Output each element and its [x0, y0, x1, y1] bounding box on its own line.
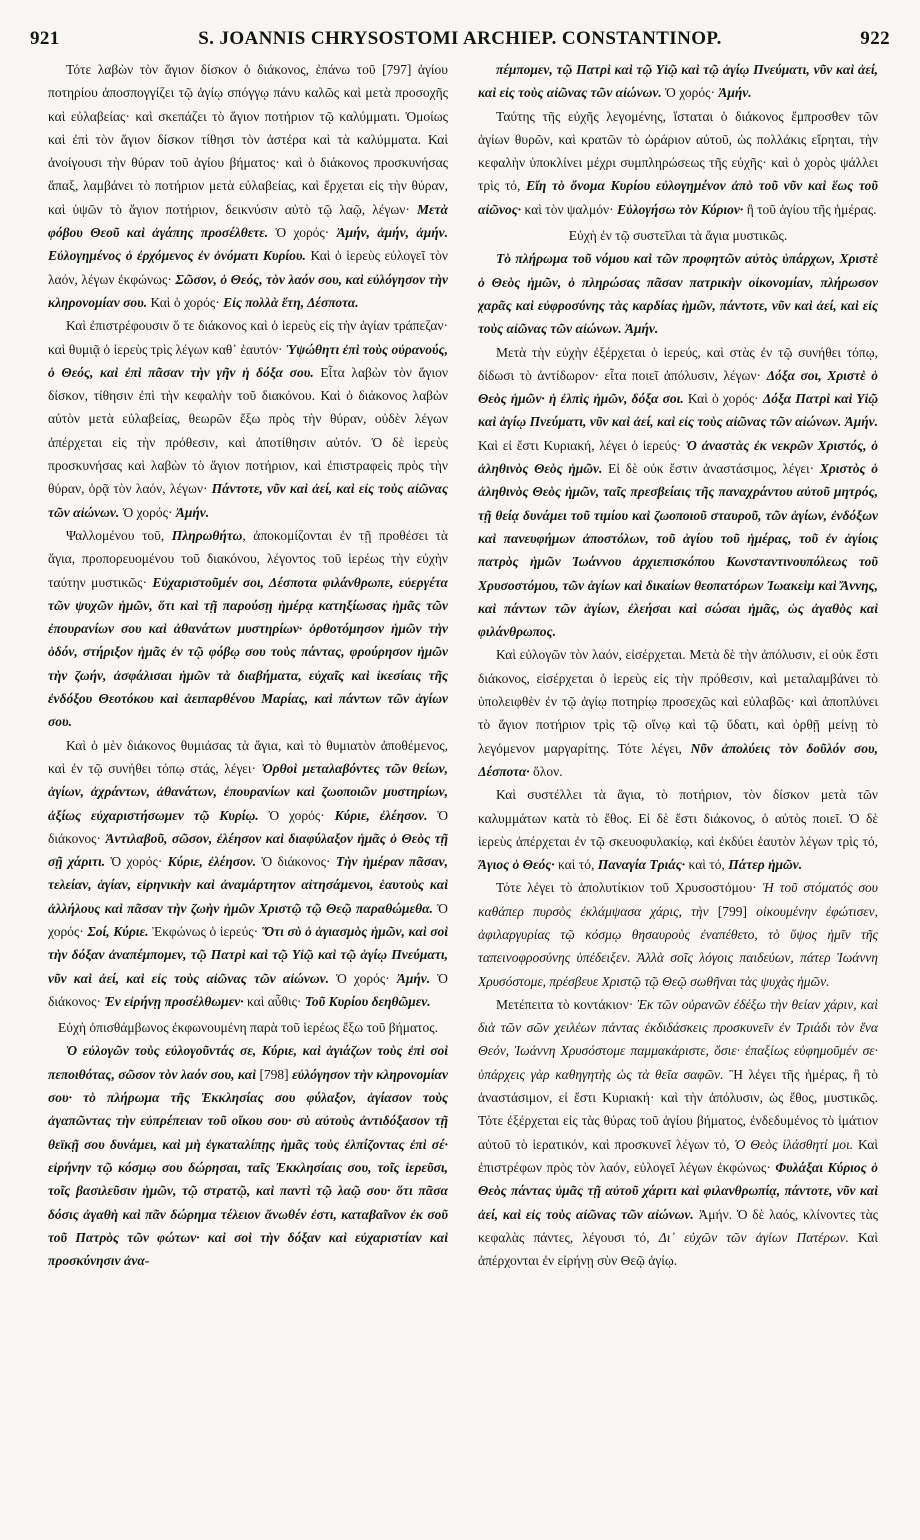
liturgical-text: Φυλάξαι Κύριος ὁ Θεὸς πάντας ὑμᾶς τῇ αὐτοῦ χάριτι καὶ φιλανθρωπίᾳ, πάντοτε, νῦν καὶ ἀεί, καὶ εἰς τοὺς αἰῶνας τῶν αἰώνων. — [478, 1159, 878, 1222]
paragraph — [48, 314, 448, 524]
rubric-text: Εὐχὴ ὀπισθάμβωνος ἐκφωνουμένη παρὰ τοῦ ἱερέως ἔξω τοῦ βήματος. — [58, 1020, 438, 1036]
rubric-text: Ταύτης τῆς εὐχῆς λεγομένης, ἵσταται ὁ διάκονος ἔμπροσθεν τῶν ἁγίων θυρῶν, καὶ κρατῶν τὸ ὠράριον αὐτοῦ, ὡς πολλάκις εἴρηται, τὴν κεφαλὴν ὑποκλίνει μέχρι συμπληρώσεως τῆς εὐχῆς· καὶ ὁ χορὸς ψάλλει τρὶς τό, — [478, 108, 878, 194]
rubric-text: Καὶ ἀπέρχονται ἐν εἰρήνῃ σὺν Θεῷ ἁγίῳ. — [478, 1229, 878, 1269]
liturgical-text: Πάτερ ἡμῶν. — [728, 857, 803, 873]
rubric-text: καὶ τὸν ψαλμόν· — [521, 201, 617, 217]
rubric-text: Καὶ ἐπιστρέφουσιν ὅ τε διάκονος καὶ ὁ ἱερεὺς εἰς τὴν ἁγίαν τράπεζαν· καὶ θυμιᾷ ὁ ἱερεὺς τρὶς λέγων καθ᾽ ἑαυτόν· — [48, 318, 448, 357]
liturgical-text: Ἡ τοῦ στόματός σου καθάπερ πυρσὸς ἐκλάμψασα χάρις, τὴν — [478, 880, 878, 919]
liturgical-text: Εἴη τὸ ὄνομα Κυρίου εὐλογημένον ἀπὸ τοῦ νῦν καὶ ἕως τοῦ αἰῶνος· — [478, 178, 878, 217]
rubric-text: [798] — [259, 1066, 289, 1082]
rubric-text: καὶ τό, — [554, 857, 598, 873]
liturgical-text: Ἐν εἰρήνῃ προσέλθωμεν· — [104, 993, 244, 1009]
rubric-text: Καὶ ἐπιστρέφων πρὸς τὸν λαόν, εὐλογεῖ λέγων ἐκφώνως· — [478, 1136, 878, 1175]
rubric-text: Ὁ χορός· — [119, 504, 176, 520]
paragraph — [478, 993, 878, 1273]
liturgical-text: Παναγία Τριάς· — [597, 857, 686, 873]
rubric-text: Καὶ εἰ ἔστι Κυριακή, λέγει ὁ ἱερεύς· — [478, 437, 686, 453]
liturgical-text: Εὐλογήσω τὸν Κύριον· — [616, 201, 744, 217]
liturgical-text: εὐλόγησον τὴν κληρονομίαν σου· τὸ πλήρωμα τῆς Ἐκκλησίας σου φύλαξον, ἁγίασον τοὺς ἀγαπῶντας τὴν εὐπρέπειαν τοῦ οἴκου σου· σὺ αὐτοὺς ἀντιδόξασον τῇ θεϊκῇ σου δυνάμει, καὶ μὴ ἐγκαταλίπῃς ἡμᾶς τοὺς ἐλπίζοντας ἐπὶ σέ· εἰρήνην τῷ κόσμῳ σου δώρησαι, ταῖς Ἐκκλησίαις σου, τοῖς ἱερεῦσι, τοῖς βασιλεῦσιν ἡμῶν, τῷ στρατῷ, καὶ παντὶ τῷ λαῷ σου· ὅτι πᾶσα δόσις ἀγαθὴ καὶ πᾶν δώρημα τέλειον ἄνωθέν ἐστι, καταβαῖνον ἐκ σοῦ τοῦ Πατρὸς τῶν φώτων· καὶ σοὶ τὴν δόξαν καὶ εὐχαριστίαν καὶ προσκύνησιν ἀνα- — [48, 1066, 448, 1269]
rubric-text: Ὁ χορός· — [328, 970, 397, 986]
rubric-text: ἢ τοῦ ἁγίου τῆς ἡμέρας. — [743, 201, 877, 217]
liturgical-text: Τὴν ἡμέραν πᾶσαν, τελείαν, ἁγίαν, εἰρηνικὴν καὶ ἀναμάρτητον αἰτησάμενοι, ἑαυτοὺς καὶ ἀλλήλους καὶ πᾶσαν τὴν ζωὴν ἡμῶν Χριστῷ τῷ Θεῷ παραθώμεθα. — [48, 854, 448, 916]
rubric-text: Καὶ εὐλογῶν τὸν λαόν, εἰσέρχεται. Μετὰ δὲ τὴν ἀπόλυσιν, εἰ οὐκ ἔστι διάκονος, εἰσέρχεται ὁ ἱερεὺς εἰς τὴν πρόθεσιν, καὶ μεταλαμβάνει τὸ ὑπολειφθὲν ἐν τῷ ἁγίῳ ποτηρίῳ προσεχῶς καὶ εὐλαβῶς· καὶ ἀποπλύνει τὸ ἅγιον ποτήριον τρὶς τῷ οἴνῳ καὶ τῷ ὕδατι, καὶ ὀρθῇ μείνῃ τὸ λεγόμενον μαργαρίτης. Τότε λέγει, — [478, 647, 878, 756]
liturgical-text: Δι᾽ εὐχῶν τῶν ἁγίων Πατέρων. — [658, 1229, 849, 1245]
liturgical-text: Χριστὸς ὁ ἀληθινὸς Θεὸς ἡμῶν, ταῖς πρεσβείαις τῆς παναχράντου αὐτοῦ μητρός, τῇ θείᾳ δυνάμει τοῦ τιμίου καὶ ζωοποιοῦ σταυροῦ, τῶν ἁγίων, ἐνδόξων καὶ πανευφήμων ἀποστόλων, τοῦ ἁγίου τοῦ ἡμέρας, τοῦ ἐν ἁγίοις πατρὸς ἡμῶν Ἰωάννου ἀρχιεπισκόπου Κωνσταντινουπόλεως τοῦ Χρυσοστόμου, τῶν ἁγίων καὶ δικαίων θεοπατόρων Ἰωακεὶμ καὶ Ἄννης, καὶ πάντων τῶν ἁγίων, ἐλεήσαι καὶ σώσαι ἡμᾶς, ὡς ἀγαθὸς καὶ φιλάνθρωπος. — [478, 461, 878, 640]
rubric-text: Ὁ χορός· — [268, 225, 337, 241]
rubric-text: καὶ αὖθις· — [243, 993, 305, 1009]
rubric-text: , ἀποκομίζονται ἐν τῇ προθέσει τὰ ἅγια, προπορευομένου τοῦ διακόνου, λέγοντος τοῦ ἱερέως τὴν εὐχὴν ταύτην μυστικῶς· — [48, 527, 448, 590]
liturgical-text: Πληρωθήτω — [171, 527, 243, 543]
paragraph — [48, 524, 448, 734]
liturgical-text: Ἅγιος ὁ Θεός· — [478, 857, 555, 873]
rubric-text: Ὁ χορός· — [258, 807, 335, 823]
paragraph — [478, 58, 878, 105]
liturgical-text: Κύριε, ἐλέησον. — [334, 807, 428, 823]
paragraph — [478, 876, 878, 992]
paragraph — [478, 643, 878, 783]
liturgical-text: Κύριε, ἐλέησον. — [167, 854, 257, 870]
rubric-text: Ἀμήν. Ὁ δὲ λαός, κλίνοντες τὰς κεφαλὰς πάντες, λέγουσι τό, — [478, 1206, 878, 1245]
liturgical-text: Ἀμήν, ἀμήν, ἀμήν. Εὐλογημένος ὁ ἐρχόμενος ἐν ὀνόματι Κυρίου. — [48, 225, 448, 264]
liturgical-text: Μετὰ φόβου Θεοῦ καὶ ἀγάπης προσέλθετε. — [48, 201, 448, 241]
rubric-text: καὶ τό, — [685, 857, 729, 873]
rubric-text: Καὶ συστέλλει τὰ ἅγια, τὸ ποτήριον, τὸν δίσκον μετὰ τῶν καλυμμάτων κατὰ τὸ ἔθος. Εἰ δὲ ἔστι διάκονος, ὁ αὐτὸς ποιεῖ. Ὁ δὲ ἱερεὺς ἀπέρχεται ἐν τῷ σκευοφυλακίῳ, καὶ ἐκδύει ἑαυτὸν λέγων τρὶς τό, — [478, 787, 878, 849]
liturgical-text: Σοί, Κύριε. — [87, 923, 149, 939]
paragraph — [478, 105, 878, 221]
rubric-text: Ὁ διάκονος· — [48, 970, 448, 1009]
rubric-text: Τότε λαβὼν τὸν ἅγιον δίσκον ὁ διάκονος, ἐπάνω τοῦ [797] ἁγίου ποτηρίου ἀποσπογγίζει τῷ ἁγίῳ σπόγγῳ πάνυ καλῶς καὶ μετὰ προσοχῆς καὶ εὐλαβείας· καὶ σκεπάζει τὸ ἅγιον ποτήριον τῷ καλύμματι. Ὁμοίως καὶ ἐπὶ τὸν ἅγιον δίσκον τίθησι τὸν ἀστέρα καὶ τὰ καλύμματα. Καὶ ἀνοίγουσι τὴν θύραν τοῦ ἁγίου βήματος· καὶ ὁ διάκονος προσκυνήσας ἅπαξ, λαμβάνει τὸ ποτήριον μετὰ εὐλαβείας, καὶ ἔρχεται εἰς τὴν θύραν, καὶ ὑψῶν τὸ ἅγιον ποτήριον, δεικνύσιν αὐτὸ τῷ λαῷ, λέγων· — [48, 62, 448, 217]
liturgical-text: Δόξα Πατρὶ καὶ Υἱῷ καὶ ἁγίῳ Πνεύματι, νῦν καὶ ἀεί, καὶ εἰς τοὺς αἰῶνας τῶν αἰώνων. Ἀμήν. — [478, 391, 878, 430]
liturgical-text: οἰκουμένην ἐφώτισεν, ἀφιλαργυρίας τῷ κόσμῳ θησαυροὺς ἐναπέθετο, τὸ ὕψος ἡμῖν τῆς ταπεινοφροσύνης ὑπέδειξεν. Ἀλλὰ σοῖς λόγοις παιδεύων, πάτερ Ἰωάννη Χρυσόστομε, πρέσβευε Χριστῷ τῷ Θεῷ σωθῆναι τὰς ψυχὰς ἡμῶν. — [478, 903, 878, 989]
rubric-text: Καὶ ὁ ἱερεὺς εὐλογεῖ τὸν λαόν, λέγων ἐκφώνως· — [48, 248, 448, 287]
paragraph — [478, 783, 878, 876]
paragraph — [48, 58, 448, 314]
rubric-text: [799] — [717, 903, 747, 919]
rubric-text: Εἰ δὲ οὐκ ἔστιν ἀναστάσιμος, λέγει· — [602, 461, 820, 477]
liturgical-text: Ὑψώθητι ἐπὶ τοὺς οὐρανούς, ὁ Θεός, καὶ ἐπὶ πᾶσαν τὴν γῆν ἡ δόξα σου. — [48, 341, 448, 380]
liturgical-text: Ἀντιλαβοῦ, σῶσον, ἐλέησον καὶ διαφύλαξον ἡμᾶς ὁ Θεὸς τῇ σῇ χάριτι. — [48, 830, 448, 870]
rubric-text: Ὁ χορός· — [48, 900, 448, 939]
liturgical-text: Ὁ Θεὸς ἱλάσθητί μοι. — [734, 1136, 854, 1152]
section-heading — [48, 1016, 448, 1039]
rubric-text: Ὁ χορός· — [105, 854, 168, 870]
section-heading — [478, 224, 878, 247]
liturgical-text: Ὁ εὐλογῶν τοὺς εὐλογοῦντάς σε, Κύριε, καὶ ἁγιάζων τοὺς ἐπὶ σοὶ πεποιθότας, σῶσον τὸν λαόν σου, καὶ — [48, 1043, 448, 1082]
liturgical-text: Ὀρθοὶ μεταλαβόντες τῶν θείων, ἁγίων, ἀχράντων, ἀθανάτων, ἐπουρανίων καὶ ζωοποιῶν μυστηρίων, ἀξίως εὐχαριστήσωμεν τῷ Κυρίῳ. — [48, 760, 448, 823]
liturgical-text: Ὅτι σὺ ὁ ἁγιασμὸς ἡμῶν, καὶ σοὶ τὴν δόξαν ἀναπέμπομεν, τῷ Πατρὶ καὶ τῷ Υἱῷ καὶ τῷ ἁγίῳ Πνεύματι, νῦν καὶ ἀεί, καὶ εἰς τοὺς αἰῶνας τῶν αἰώνων. — [48, 923, 448, 986]
paragraph — [478, 341, 878, 644]
liturgical-text: Εὐχαριστοῦμέν σοι, Δέσποτα φιλάνθρωπε, εὐεργέτα τῶν ψυχῶν ἡμῶν, ὅτι καὶ τῇ παρούσῃ ἡμέρᾳ κατηξίωσας ἡμᾶς τῶν ἐπουρανίων σου καὶ ἀθανάτων μυστηρίων· ὀρθοτόμησον ἡμῶν τὴν ὁδόν, στήριξον ἡμᾶς ἐν τῷ φόβῳ σου τοὺς πάντας, φρούρησον ἡμῶν τὴν ζωήν, ἀσφάλισαι ἡμῶν τὰ διαβήματα, εὐχαῖς καὶ ἱκεσίαις τῆς ἐνδόξου Θεοτόκου καὶ ἀειπαρθένου Μαρίας, καὶ πάντων τῶν ἁγίων σου. — [48, 574, 448, 730]
rubric-text: Καὶ ὁ χορός· — [683, 391, 763, 407]
running-title: S. JOANNIS CHRYSOSTOMI ARCHIEP. CONSTANTINOP. — [198, 28, 722, 49]
right-text-column — [478, 58, 878, 1532]
liturgical-text: Νῦν ἀπολύεις τὸν δοῦλόν σου, Δέσποτα· — [478, 740, 878, 779]
liturgical-text: πέμπομεν, τῷ Πατρὶ καὶ τῷ Υἱῷ καὶ τῷ ἁγίῳ Πνεύματι, νῦν καὶ ἀεί, καὶ εἰς τοὺς αἰῶνας τῶν αἰώνων. — [478, 62, 878, 101]
rubric-text: Καὶ ὁ μὲν διάκονος θυμιάσας τὰ ἅγια, καὶ τὸ θυμιατὸν ἀποθέμενος, καὶ ἐν τῷ συνήθει τόπῳ στάς, λέγει· — [48, 737, 448, 776]
rubric-text: Ψαλλομένου τοῦ, — [66, 527, 172, 543]
liturgical-text: Τοῦ Κυρίου δεηθῶμεν. — [304, 993, 431, 1009]
liturgical-text: Ἀμήν. — [175, 504, 210, 520]
rubric-text: Εἶτα λαβὼν τὸν ἅγιον δίσκον, τίθησιν ἐπὶ τὴν κεφαλὴν τοῦ διακόνου. Καὶ ὁ διάκονος λαβὼν αὐτὸν μετὰ εὐλαβείας, θεωρῶν ἔξω πρὸς τὴν θύραν, οὐδὲν λέγων ἀπέρχεται εἰς τὴν πρόθεσιν, καὶ ἀποτίθησιν αὐτόν. Ὁ δὲ ἱερεὺς προσκυνήσας καὶ λαβὼν τὸ ἅγιον ποτήριον, καὶ ἐπιστραφεὶς πρὸς τὴν θύραν, ὁρᾷ τὸν λαόν, λέγων· — [48, 364, 448, 497]
paragraph — [478, 247, 878, 340]
paragraph — [48, 734, 448, 1014]
liturgical-text: Εἰς πολλὰ ἔτη, Δέσποτα. — [223, 294, 359, 310]
rubric-text: Μετέπειτα τὸ κοντάκιον· — [496, 996, 638, 1012]
liturgical-text: Ἀμήν. — [718, 85, 752, 101]
rubric-text: Μετὰ τὴν εὐχὴν ἐξέρχεται ὁ ἱερεύς, καὶ στὰς ἐν τῷ συνήθει τόπῳ, δίδωσι τὸ ἀντίδωρον· εἶτα ποιεῖ ἀπόλυσιν, λέγων· — [478, 344, 878, 383]
liturgical-text: Δόξα σοι, Χριστὲ ὁ Θεὸς ἡμῶν· ἡ ἐλπὶς ἡμῶν, δόξα σοι. — [478, 367, 878, 407]
liturgical-text: Ἀμήν. — [396, 970, 431, 986]
rubric-text: Τότε λέγει τὸ ἀπολυτίκιον τοῦ Χρυσοστόμου· — [496, 880, 763, 896]
page-number-right: 922 — [860, 28, 890, 49]
liturgical-text: Πάντοτε, νῦν καὶ ἀεί, καὶ εἰς τοὺς αἰῶνας τῶν αἰώνων. — [48, 481, 448, 520]
rubric-text: Ὁ διάκονος· — [48, 807, 448, 846]
rubric-text: Εὐχὴ ἐν τῷ συστεῖλαι τὰ ἅγια μυστικῶς. — [568, 228, 788, 244]
rubric-text: Ἢ λέγει τῆς ἡμέρας, ἢ τὸ ἀναστάσιμον, εἰ ἔστι Κυριακή· καὶ τὴν ἀπόλυσιν, ὡς ἔθος, μυστικῶς. Τότε ἐξέρχεται εἰς τὰς θύρας τοῦ ἁγίου βήματος, ἐνδεδυμένος τὸ ἱμάτιον αὐτοῦ τὸ ἱερατικόν, καὶ προσκυνεῖ λέγων τό, — [478, 1066, 878, 1152]
liturgical-text: Ἐκ τῶν οὐρανῶν ἐδέξω τὴν θείαν χάριν, καὶ διὰ τῶν σῶν χειλέων πάντας ἐκδιδάσκεις προσκυνεῖν ἐν Τριάδι τὸν ἕνα Θεόν, Ἰωάννη Χρυσόστομε παμμακάριστε, ὅσιε· ἐπαξίως εὐφημοῦμέν σε· ὑπάρχεις γὰρ καθηγητὴς ὡς τὰ θεῖα σαφῶν. — [478, 996, 878, 1082]
rubric-text: Ὁ χορός· — [661, 85, 719, 101]
liturgical-text: Σῶσον, ὁ Θεός, τὸν λαόν σου, καὶ εὐλόγησον τὴν κληρονομίαν σου. — [48, 271, 448, 310]
rubric-text: Ἐκφώνως ὁ ἱερεύς· — [148, 923, 262, 939]
rubric-text: ὅλον. — [529, 763, 563, 779]
liturgical-text: Ὁ ἀναστὰς ἐκ νεκρῶν Χριστός, ὁ ἀληθινὸς Θεὸς ἡμῶν. — [478, 437, 878, 477]
left-text-column — [48, 58, 448, 1532]
page-header — [30, 28, 890, 54]
rubric-text: Καὶ ὁ χορός· — [147, 294, 224, 310]
liturgical-text: Τὸ πλήρωμα τοῦ νόμου καὶ τῶν προφητῶν αὐτὸς ὑπάρχων, Χριστὲ ὁ Θεὸς ἡμῶν, ὁ πληρώσας πᾶσαν πατρικὴν οἰκονομίαν, πλήρωσον χαρᾶς καὶ εὐφροσύνης τὰς καρδίας ἡμῶν, πάντοτε, νῦν καὶ ἀεί, καὶ εἰς τοὺς αἰῶνας τῶν αἰώνων. Ἀμήν. — [478, 251, 878, 337]
page-number-left: 921 — [30, 28, 60, 49]
paragraph — [48, 1039, 448, 1272]
rubric-text: Ὁ διάκονος· — [256, 854, 336, 870]
